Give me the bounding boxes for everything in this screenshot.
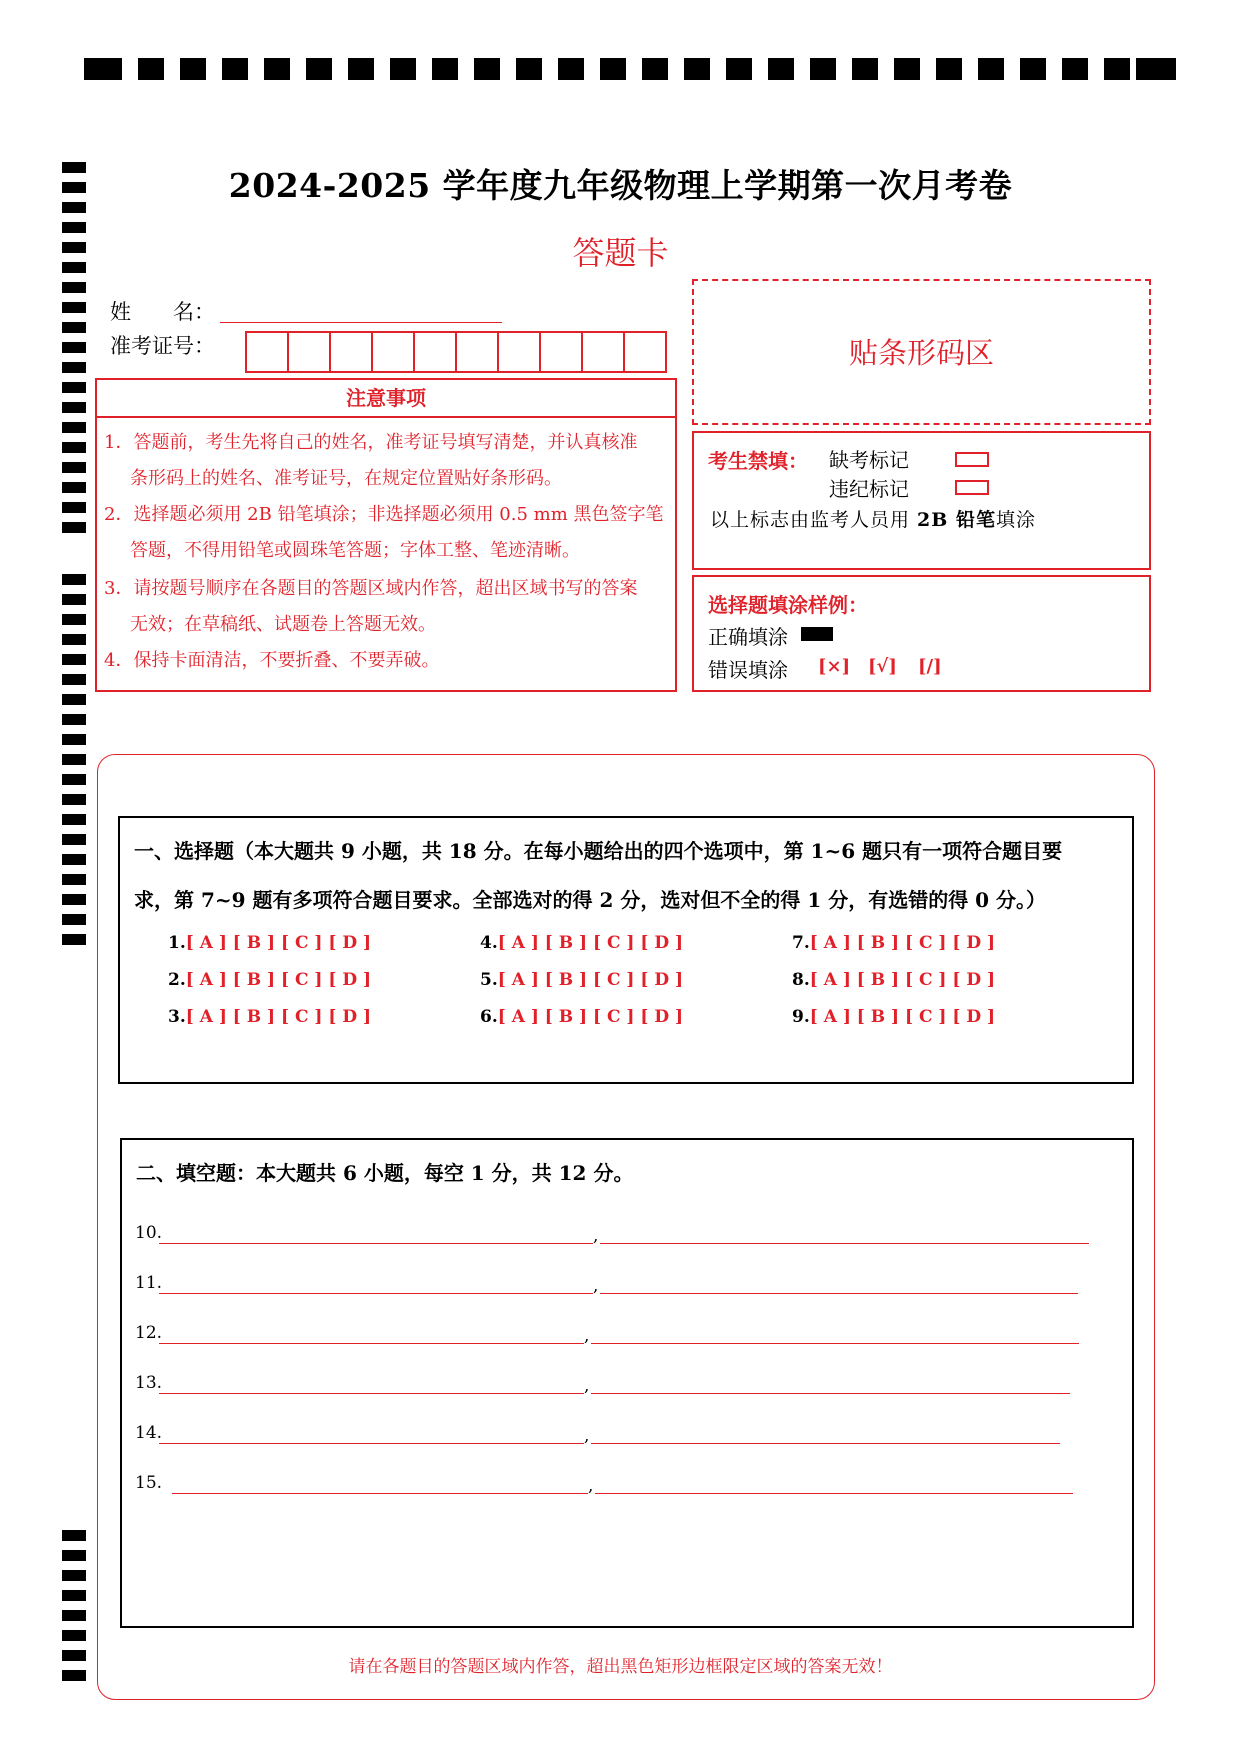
timing-mark <box>62 1590 86 1601</box>
choice-question[interactable] <box>480 1007 683 1027</box>
choice-section-heading-line1: 一、选择题（本大题共 9 小题，共 18 分。在每小题给出的四个选项中，第 1~6 题只有一项符合题目要 <box>134 839 1063 863</box>
timing-mark <box>62 774 86 785</box>
timing-mark <box>62 594 86 605</box>
timing-mark <box>62 362 86 373</box>
wrong-fill-mark: [×] <box>818 656 851 677</box>
timing-mark <box>62 1550 86 1561</box>
correct-fill-mark <box>801 627 833 641</box>
id-digit-box[interactable] <box>457 333 499 371</box>
fill-blank-number: 10. <box>135 1223 163 1243</box>
answer-line[interactable] <box>159 1443 584 1444</box>
notice-line: 1．答题前，考生先将自己的姓名，准考证号填写清楚，并认真核准 <box>104 432 638 453</box>
notice-line: 2．选择题必须用 2B 铅笔填涂；非选择题必须用 0.5 mm 黑色签字笔 <box>104 504 664 525</box>
answer-line[interactable] <box>159 1393 584 1394</box>
timing-mark <box>62 302 86 313</box>
answer-line[interactable] <box>159 1293 593 1294</box>
choice-question[interactable] <box>168 933 371 953</box>
question-number: 1. <box>168 933 186 953</box>
choice-question[interactable] <box>168 970 371 990</box>
answer-line[interactable] <box>595 1493 1073 1494</box>
violation-label: 违纪标记 <box>829 477 909 501</box>
prohibited-note-bold: 2B 铅笔 <box>917 509 996 531</box>
timing-mark <box>62 894 86 905</box>
question-number: 4. <box>480 933 498 953</box>
fill-blank-number: 13. <box>135 1373 163 1393</box>
blank-separator: , <box>588 1476 594 1496</box>
id-number-boxes[interactable] <box>245 331 667 373</box>
choice-question[interactable] <box>792 933 995 953</box>
prohibited-note <box>710 505 1036 532</box>
choice-options[interactable]: [ A ] [ B ] [ C ] [ D ] <box>185 1007 372 1027</box>
timing-mark <box>62 814 86 825</box>
footer-warning: 请在各题目的答题区域内作答，超出黑色矩形边框限定区域的答案无效！ <box>348 1657 893 1677</box>
choice-question[interactable] <box>168 1007 371 1027</box>
id-digit-box[interactable] <box>331 333 373 371</box>
notice-line: 4．保持卡面清洁，不要折叠、不要弄破。 <box>104 650 440 671</box>
answer-line[interactable] <box>591 1443 1060 1444</box>
choice-options[interactable]: [ A ] [ B ] [ C ] [ D ] <box>185 933 372 953</box>
wrong-fill-mark: [/] <box>918 656 942 677</box>
correct-fill-label: 正确填涂 <box>708 625 788 649</box>
timing-mark <box>62 322 86 333</box>
question-number: 5. <box>480 970 498 990</box>
timing-mark <box>62 1610 86 1621</box>
choice-options[interactable]: [ A ] [ B ] [ C ] [ D ] <box>497 1007 684 1027</box>
notice-line: 3．请按题号顺序在各题目的答题区域内作答，超出区域书写的答案 <box>104 578 638 599</box>
timing-mark <box>62 634 86 645</box>
timing-mark <box>62 1630 86 1641</box>
timing-mark <box>62 714 86 725</box>
fill-blank-section <box>120 1138 1134 1628</box>
blank-separator: , <box>584 1426 590 1446</box>
blank-separator: , <box>593 1276 599 1296</box>
choice-section-heading-line2: 求，第 7~9 题有多项符合题目要求。全部选对的得 2 分，选对但不全的得 1 分，有选错的得 0 分。） <box>134 888 1047 912</box>
timing-mark <box>62 614 86 625</box>
id-digit-box[interactable] <box>499 333 541 371</box>
answer-line[interactable] <box>172 1493 588 1494</box>
notice-line: 条形码上的姓名、准考证号，在规定位置贴好条形码。 <box>130 468 562 489</box>
timing-mark <box>62 502 86 513</box>
choice-options[interactable]: [ A ] [ B ] [ C ] [ D ] <box>185 970 372 990</box>
violation-mark-box[interactable] <box>955 480 989 495</box>
blank-separator: , <box>584 1376 590 1396</box>
question-number: 2. <box>168 970 186 990</box>
timing-mark <box>62 402 86 413</box>
timing-mark <box>62 462 86 473</box>
fill-blank-number: 15. <box>135 1473 163 1493</box>
blank-separator: , <box>593 1226 599 1246</box>
timing-mark <box>62 674 86 685</box>
exam-title: 2024-2025 学年度九年级物理上学期第一次月考卷 <box>228 166 1013 205</box>
timing-mark <box>62 442 86 453</box>
id-digit-box[interactable] <box>541 333 583 371</box>
timing-mark <box>62 282 86 293</box>
timing-mark <box>62 934 86 945</box>
timing-mark <box>62 734 86 745</box>
answer-line[interactable] <box>600 1293 1078 1294</box>
name-field[interactable] <box>220 322 502 323</box>
choice-options[interactable]: [ A ] [ B ] [ C ] [ D ] <box>809 933 996 953</box>
blank-separator: , <box>584 1326 590 1346</box>
fill-example-heading: 选择题填涂样例： <box>708 593 868 617</box>
id-digit-box[interactable] <box>625 333 665 371</box>
id-label: 准考证号： <box>110 334 215 358</box>
choice-options[interactable]: [ A ] [ B ] [ C ] [ D ] <box>809 970 996 990</box>
fill-blank-number: 11. <box>135 1273 163 1293</box>
timing-mark <box>62 1530 86 1541</box>
timing-mark <box>62 382 86 393</box>
answer-line[interactable] <box>159 1243 593 1244</box>
id-digit-box[interactable] <box>247 333 289 371</box>
fill-blank-heading: 二、填空题：本大题共 6 小题，每空 1 分，共 12 分。 <box>136 1161 634 1185</box>
timing-mark <box>62 574 86 585</box>
timing-mark <box>62 422 86 433</box>
notice-line: 无效；在草稿纸、试题卷上答题无效。 <box>130 614 436 635</box>
timing-mark <box>62 694 86 705</box>
answer-line[interactable] <box>600 1243 1089 1244</box>
timing-mark <box>62 914 86 925</box>
prohibited-note-prefix: 以上标志由监考人员用 <box>710 509 918 531</box>
choice-question[interactable] <box>792 1007 995 1027</box>
absent-mark-box[interactable] <box>955 452 989 467</box>
answer-line[interactable] <box>591 1343 1079 1344</box>
timing-mark <box>62 1570 86 1581</box>
barcode-area <box>692 279 1151 425</box>
choice-options[interactable]: [ A ] [ B ] [ C ] [ D ] <box>809 1007 996 1027</box>
timing-mark <box>62 794 86 805</box>
timing-mark <box>62 834 86 845</box>
question-number: 6. <box>480 1007 498 1027</box>
choice-options[interactable]: [ A ] [ B ] [ C ] [ D ] <box>497 933 684 953</box>
question-number: 3. <box>168 1007 186 1027</box>
answer-sheet-subtitle: 答题卡 <box>572 234 669 272</box>
choice-question[interactable] <box>480 933 683 953</box>
answer-line[interactable] <box>159 1343 584 1344</box>
absent-label: 缺考标记 <box>829 448 909 472</box>
timing-mark <box>62 854 86 865</box>
wrong-fill-mark: [√] <box>868 656 897 677</box>
timing-mark <box>62 482 86 493</box>
timing-mark <box>62 342 86 353</box>
id-digit-box[interactable] <box>373 333 415 371</box>
id-digit-box[interactable] <box>583 333 625 371</box>
id-digit-box[interactable] <box>415 333 457 371</box>
timing-mark <box>62 754 86 765</box>
question-number: 7. <box>792 933 810 953</box>
answer-line[interactable] <box>591 1393 1070 1394</box>
wrong-fill-label: 错误填涂 <box>708 658 788 682</box>
prohibited-label: 考生禁填： <box>708 449 808 473</box>
choice-options[interactable]: [ A ] [ B ] [ C ] [ D ] <box>497 970 684 990</box>
prohibited-note-suffix: 填涂 <box>995 509 1036 531</box>
notice-heading: 注意事项 <box>95 378 677 418</box>
question-number: 8. <box>792 970 810 990</box>
timing-mark <box>62 654 86 665</box>
barcode-label: 贴条形码区 <box>848 336 994 370</box>
choice-question[interactable] <box>792 970 995 990</box>
question-number: 9. <box>792 1007 810 1027</box>
notice-line: 答题，不得用铅笔或圆珠笔答题；字体工整、笔迹清晰。 <box>130 540 580 561</box>
id-digit-box[interactable] <box>289 333 331 371</box>
fill-blank-number: 12. <box>135 1323 163 1343</box>
top-timing-marks <box>84 58 1176 80</box>
timing-mark <box>62 522 86 533</box>
name-label: 姓 名： <box>110 300 215 324</box>
timing-mark <box>62 874 86 885</box>
choice-question[interactable] <box>480 970 683 990</box>
fill-blank-number: 14. <box>135 1423 163 1443</box>
